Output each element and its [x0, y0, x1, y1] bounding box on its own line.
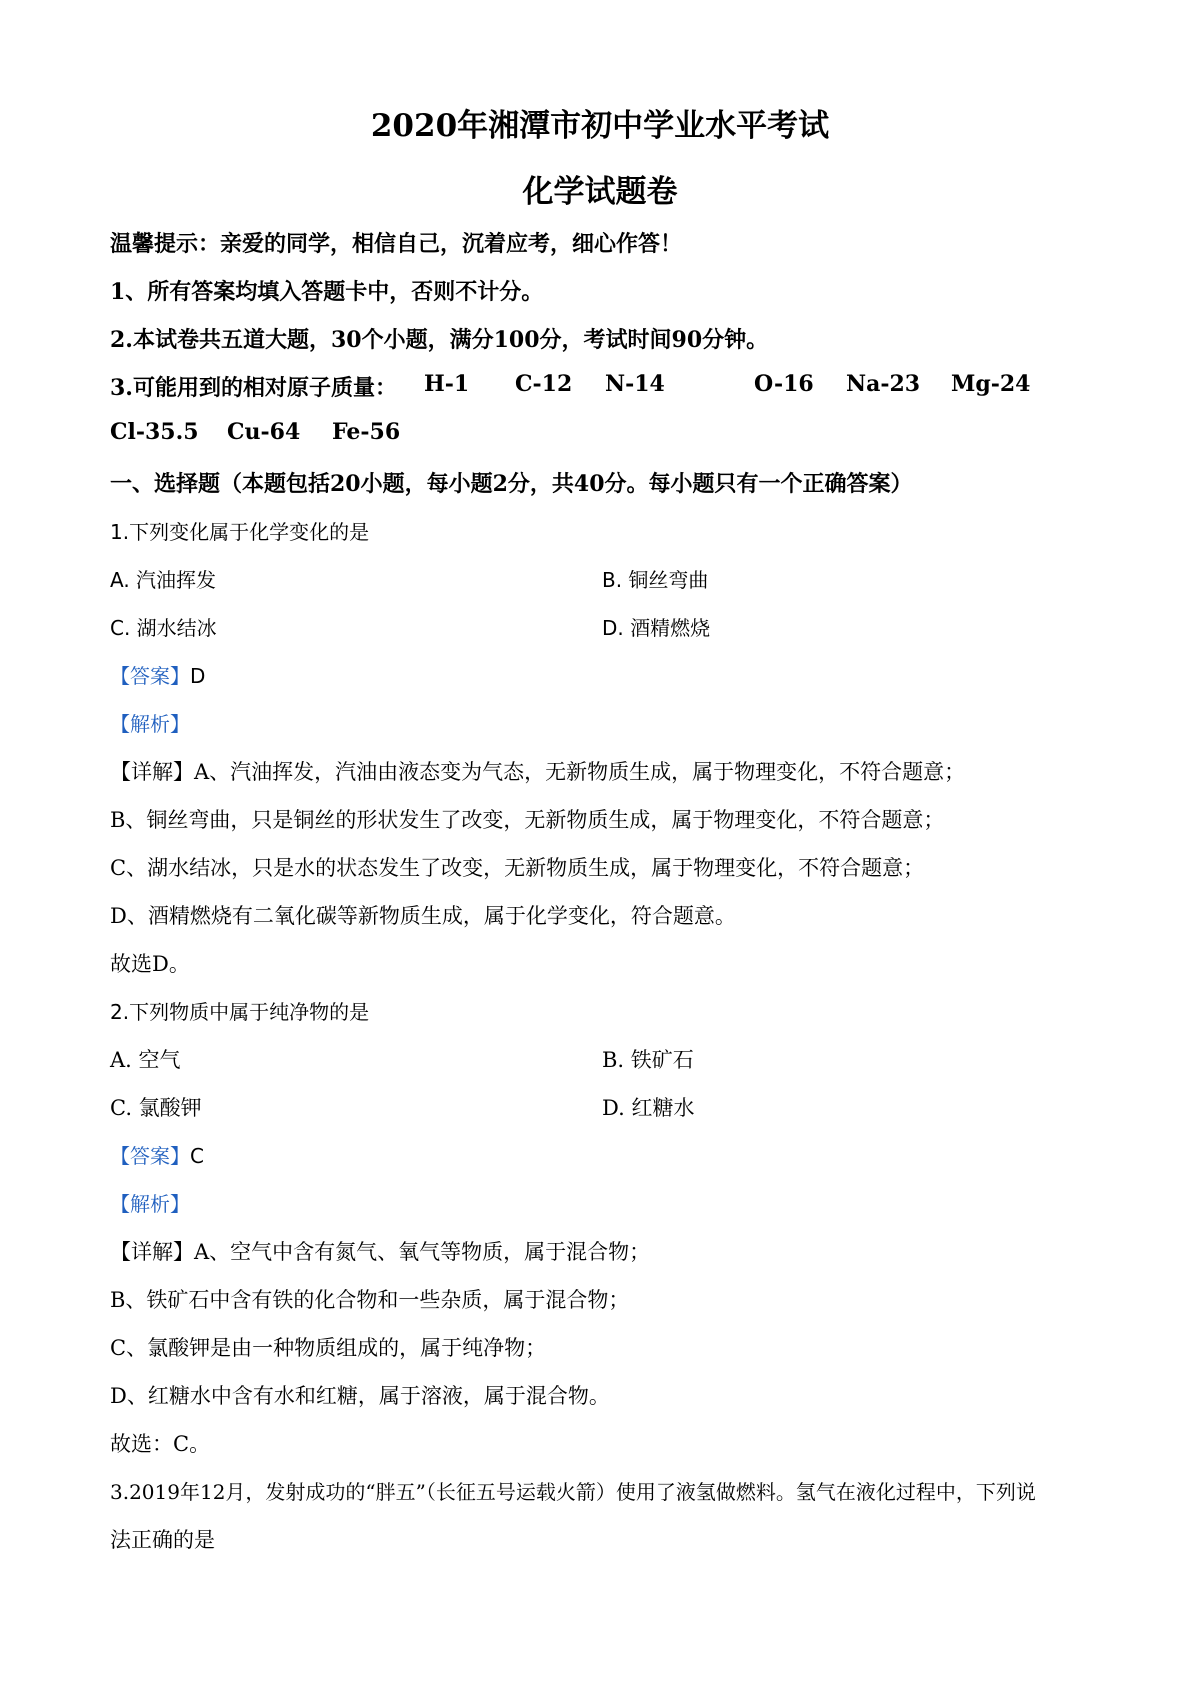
exam-title: 2020年湘潭市初中学业水平考试	[370, 108, 830, 144]
q1-detail-c: C、湖水结冰，只是水的状态发生了改变，无新物质生成，属于物理变化，不符合题意；	[110, 856, 925, 880]
q2-detail-d: D、红糖水中含有水和红糖，属于溶液，属于混合物。	[110, 1384, 610, 1408]
q1-detail-b: B、铜丝弯曲，只是铜丝的形状发生了改变，无新物质生成，属于物理变化，不符合题意；	[110, 808, 945, 832]
q2-analysis-tag: 【解析】	[110, 1192, 190, 1216]
notice-tip: 温馨提示：亲爱的同学，相信自己，沉着应考，细心作答！	[110, 231, 683, 257]
atomic-mass-mg: Mg-24	[951, 371, 1031, 397]
q1-option-b: B. 铜丝弯曲	[602, 568, 709, 592]
q1-answer	[110, 660, 205, 689]
notice-rule-3-label: 3.可能用到的相对原子质量：	[110, 375, 397, 401]
q2-conclusion: 故选：C。	[110, 1432, 211, 1456]
atomic-mass-c: C-12	[515, 371, 573, 397]
q2-answer-tag: 【答案】	[110, 1144, 190, 1168]
q1-detail-d: D、酒精燃烧有二氧化碳等新物质生成，属于化学变化，符合题意。	[110, 904, 736, 928]
q3-stem-line-1: 3.2019年12月，发射成功的“胖五”（长征五号运载火箭）使用了液氢做燃料。氢气在液化过程中，下列说	[110, 1480, 1036, 1504]
section-heading: 一、选择题（本题包括20小题，每小题2分，共40分。每小题只有一个正确答案）	[110, 471, 913, 497]
q2-detail-b: B、铁矿石中含有铁的化合物和一些杂质，属于混合物；	[110, 1288, 630, 1312]
atomic-mass-h: H-1	[424, 371, 470, 397]
q2-detail-c: C、氯酸钾是由一种物质组成的，属于纯净物；	[110, 1336, 547, 1360]
q1-detail-a	[110, 756, 965, 786]
atomic-mass-cl: Cl-35.5	[110, 419, 199, 445]
q2-detail-a	[110, 1236, 650, 1266]
q2-answer	[110, 1140, 204, 1169]
notice-rule-1: 1、所有答案均填入答题卡中，否则不计分。	[110, 279, 544, 305]
atomic-mass-cu: Cu-64	[227, 419, 301, 445]
q3-stem-line-2: 法正确的是	[110, 1528, 215, 1552]
q2-option-c: C. 氯酸钾	[110, 1096, 202, 1120]
q2-answer-value: C	[190, 1144, 204, 1168]
q1-option-d: D. 酒精燃烧	[602, 616, 711, 640]
q1-answer-tag: 【答案】	[110, 664, 190, 688]
q1-option-a: A. 汽油挥发	[110, 568, 217, 592]
q1-answer-value: D	[190, 664, 206, 688]
atomic-mass-n: N-14	[605, 371, 665, 397]
q1-conclusion: 故选D。	[110, 952, 190, 976]
q2-detail-a-text: A、空气中含有氮气、氧气等物质，属于混合物；	[194, 1240, 651, 1264]
q2-option-d: D. 红糖水	[602, 1096, 695, 1120]
q1-detail-a-text: A、汽油挥发，汽油由液态变为气态，无新物质生成，属于物理变化，不符合题意；	[194, 760, 966, 784]
q1-option-c: C. 湖水结冰	[110, 616, 217, 640]
q1-analysis-tag: 【解析】	[110, 712, 190, 736]
q2-detail-tag: 【详解】	[110, 1240, 194, 1264]
notice-rule-2: 2.本试卷共五道大题，30个小题，满分100分，考试时间90分钟。	[110, 327, 769, 353]
atomic-mass-na: Na-23	[846, 371, 921, 397]
q2-option-b: B. 铁矿石	[602, 1048, 694, 1072]
q2-stem: 2.下列物质中属于纯净物的是	[110, 1000, 370, 1024]
atomic-mass-o: O-16	[754, 371, 814, 397]
q1-detail-tag: 【详解】	[110, 760, 194, 784]
q2-option-a: A. 空气	[110, 1048, 181, 1072]
exam-subtitle: 化学试题卷	[522, 174, 678, 210]
atomic-mass-fe: Fe-56	[332, 419, 401, 445]
q1-stem: 1.下列变化属于化学变化的是	[110, 520, 370, 544]
